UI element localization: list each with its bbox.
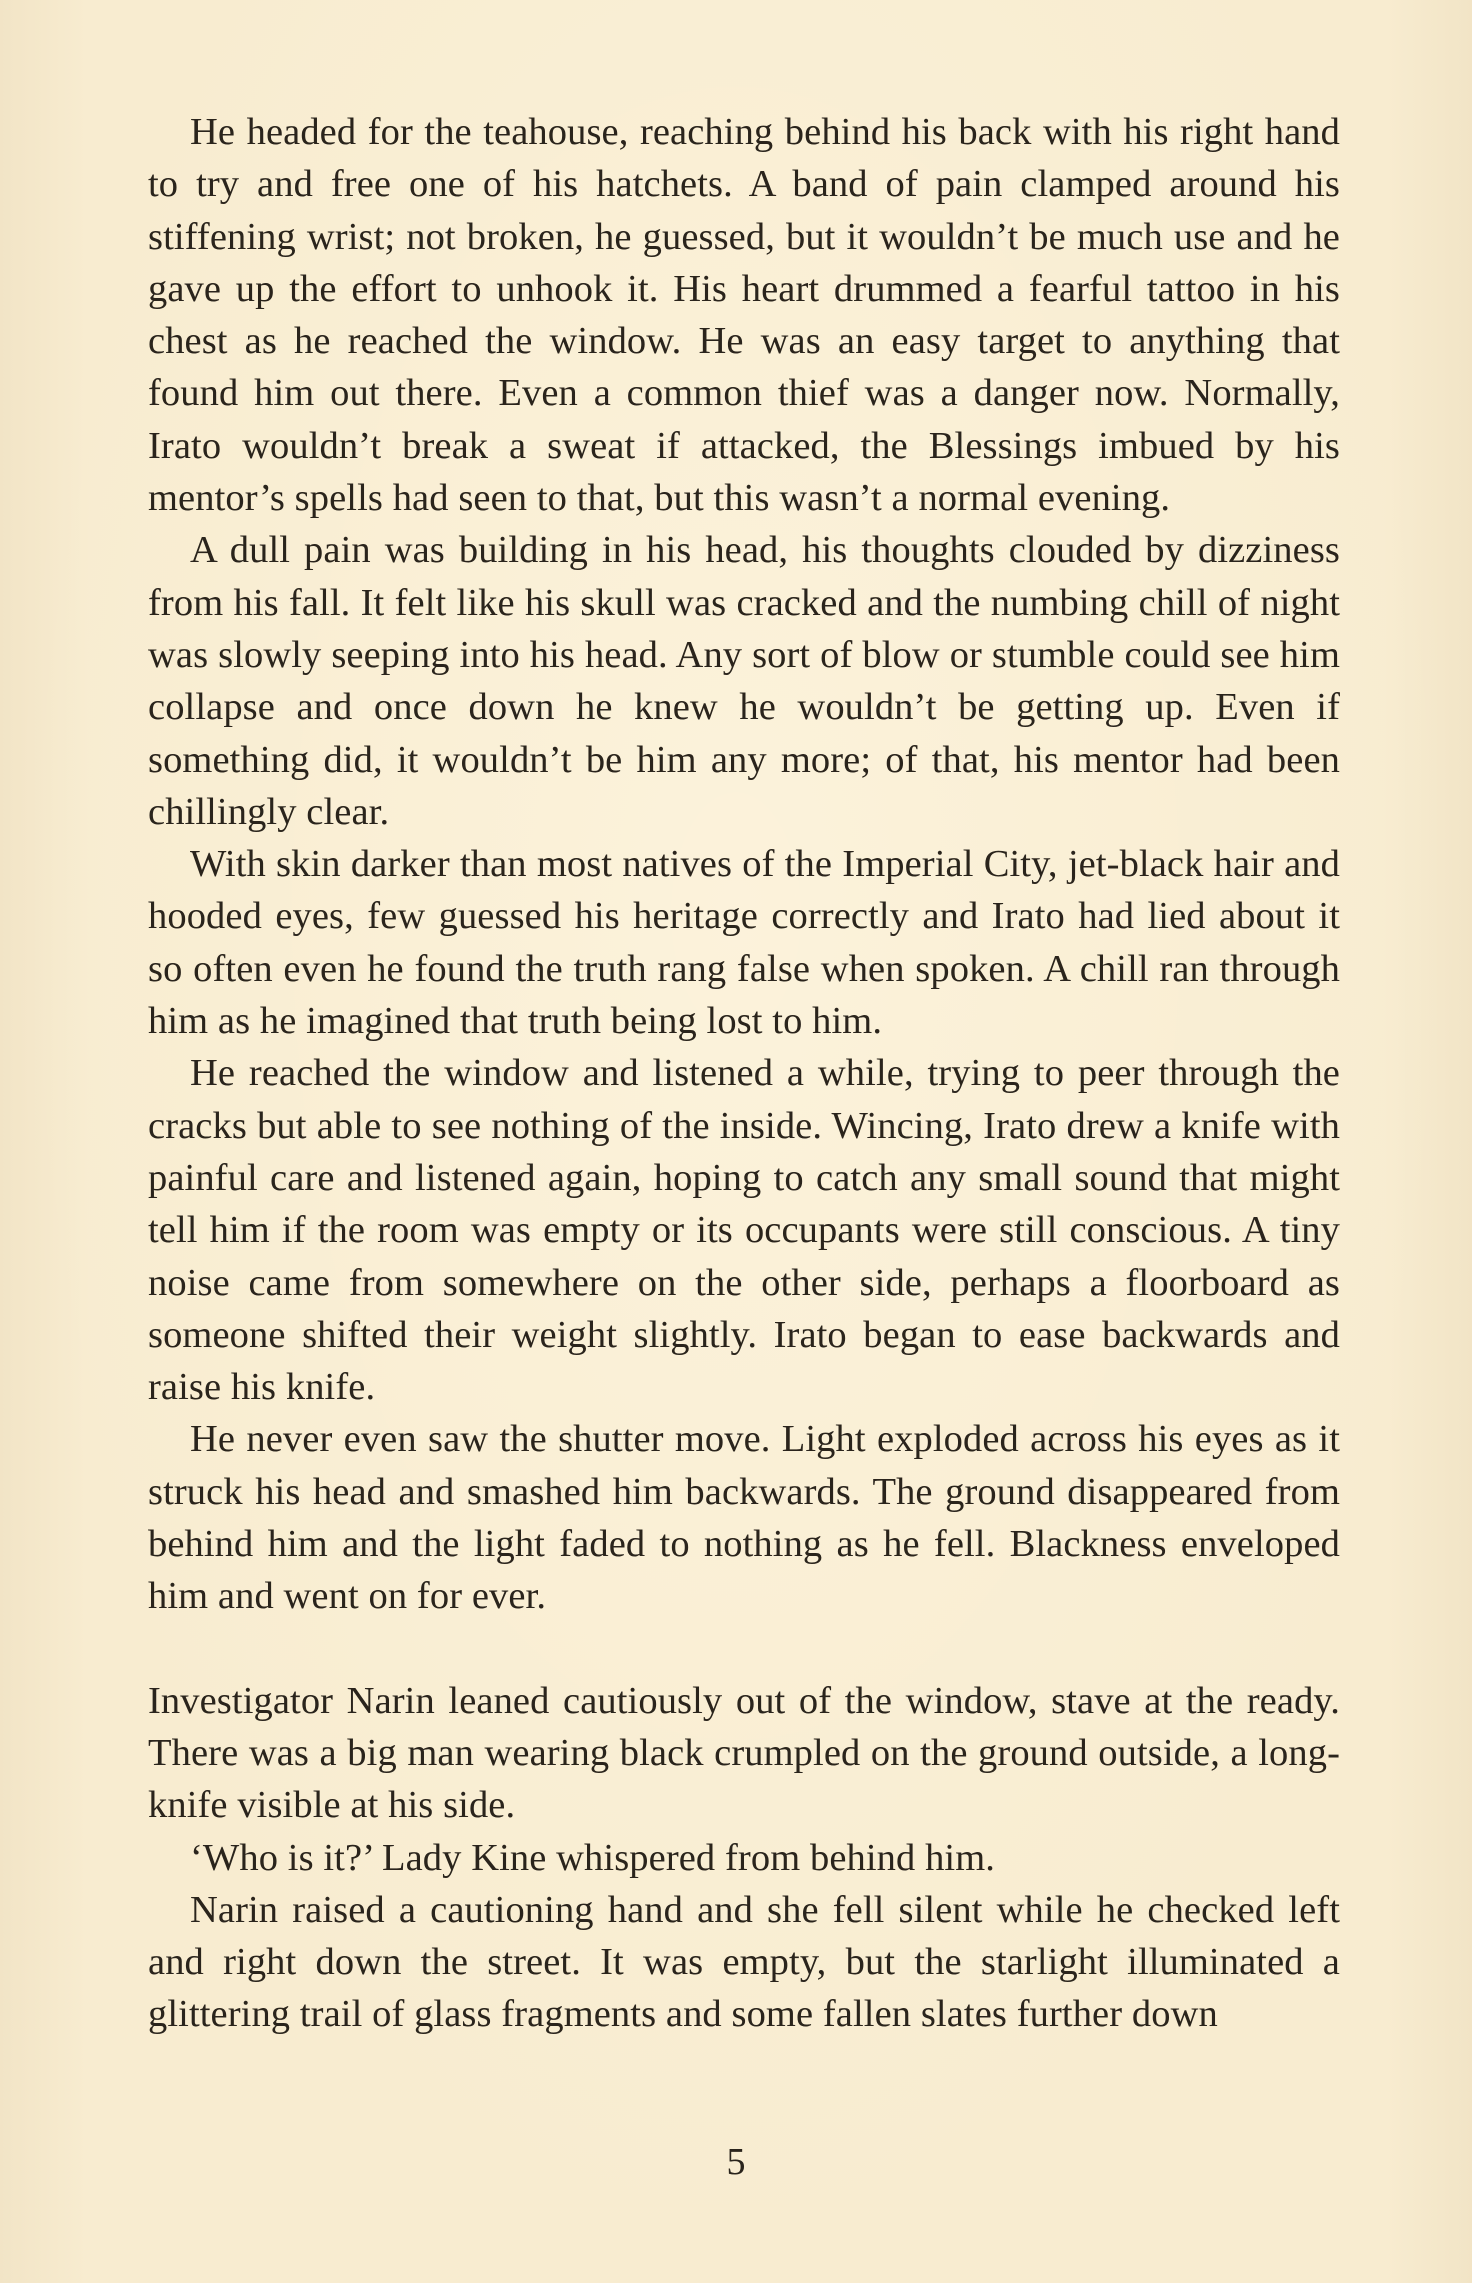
paragraph: ‘Who is it?’ Lady Kine whispered from behind him. (190, 1836, 995, 1879)
paragraph: A dull pain was building in his head, his thoughts clouded by dizziness from his fall. It felt like his skull was cracked and the numbing chill of night was slowly seeping into his head. Any sort of blow or stumble could see him collapse and once down he knew he wouldn’t be getting up. Even if something did, it wouldn’t be him any more; of that, his mentor had been chillingly clear. (148, 529, 1340, 833)
section-break (148, 1623, 1340, 1675)
paragraph: He reached the window and listened a while, trying to peer through the cracks but able to see nothing of the inside. Wincing, Irato drew a knife with painful care and listened again, hoping to catch any small sound that might tell him if the room was empty or its occupants were still conscious. A tiny noise came from somewhere on the other side, perhaps a floorboard as someone shifted their weight slightly. Irato began to ease backwards and raise his knife. (148, 1052, 1340, 1409)
paragraph: He headed for the teahouse, reaching behind his back with his right hand to try and free one of his hatchets. A band of pain clamped around his stiffening wrist; not broken, he guessed, but it wouldn’t be much use and he gave up the effort to unhook it. His heart drummed a fearful tattoo in his chest as he reached the window. He was an easy target to anything that found him out there. Even a common thief was a danger now. Normally, Irato wouldn’t break a sweat if attacked, the Blessings imbued by his mentor’s spells had seen to that, but this wasn’t a normal evening. (148, 111, 1340, 520)
paragraph: Investigator Narin leaned cautiously out of the window, stave at the ready. There was a big man wearing black crumpled on the ground outside, a long-knife visible at his side. (148, 1679, 1340, 1827)
paragraph: He never even saw the shutter move. Light exploded across his eyes as it struck his head and smashed him backwards. The ground disappeared from behind him and the light faded to nothing as he fell. Blackness enveloped him and went on for ever. (148, 1418, 1340, 1618)
body-text (148, 106, 1340, 2041)
paragraph: With skin darker than most natives of the Imperial City, jet-black hair and hooded eyes, few guessed his heritage correctly and Irato had lied about it so often even he found the truth rang false when spoken. A chill ran through him as he imagined that truth being lost to him. (148, 843, 1340, 1043)
page-number: 5 (726, 2141, 746, 2183)
paragraph: Narin raised a cautioning hand and she fell silent while he checked left and right down the street. It was empty, but the starlight illuminated a glittering trail of glass fragments and some fallen slates further down (148, 1888, 1340, 2036)
